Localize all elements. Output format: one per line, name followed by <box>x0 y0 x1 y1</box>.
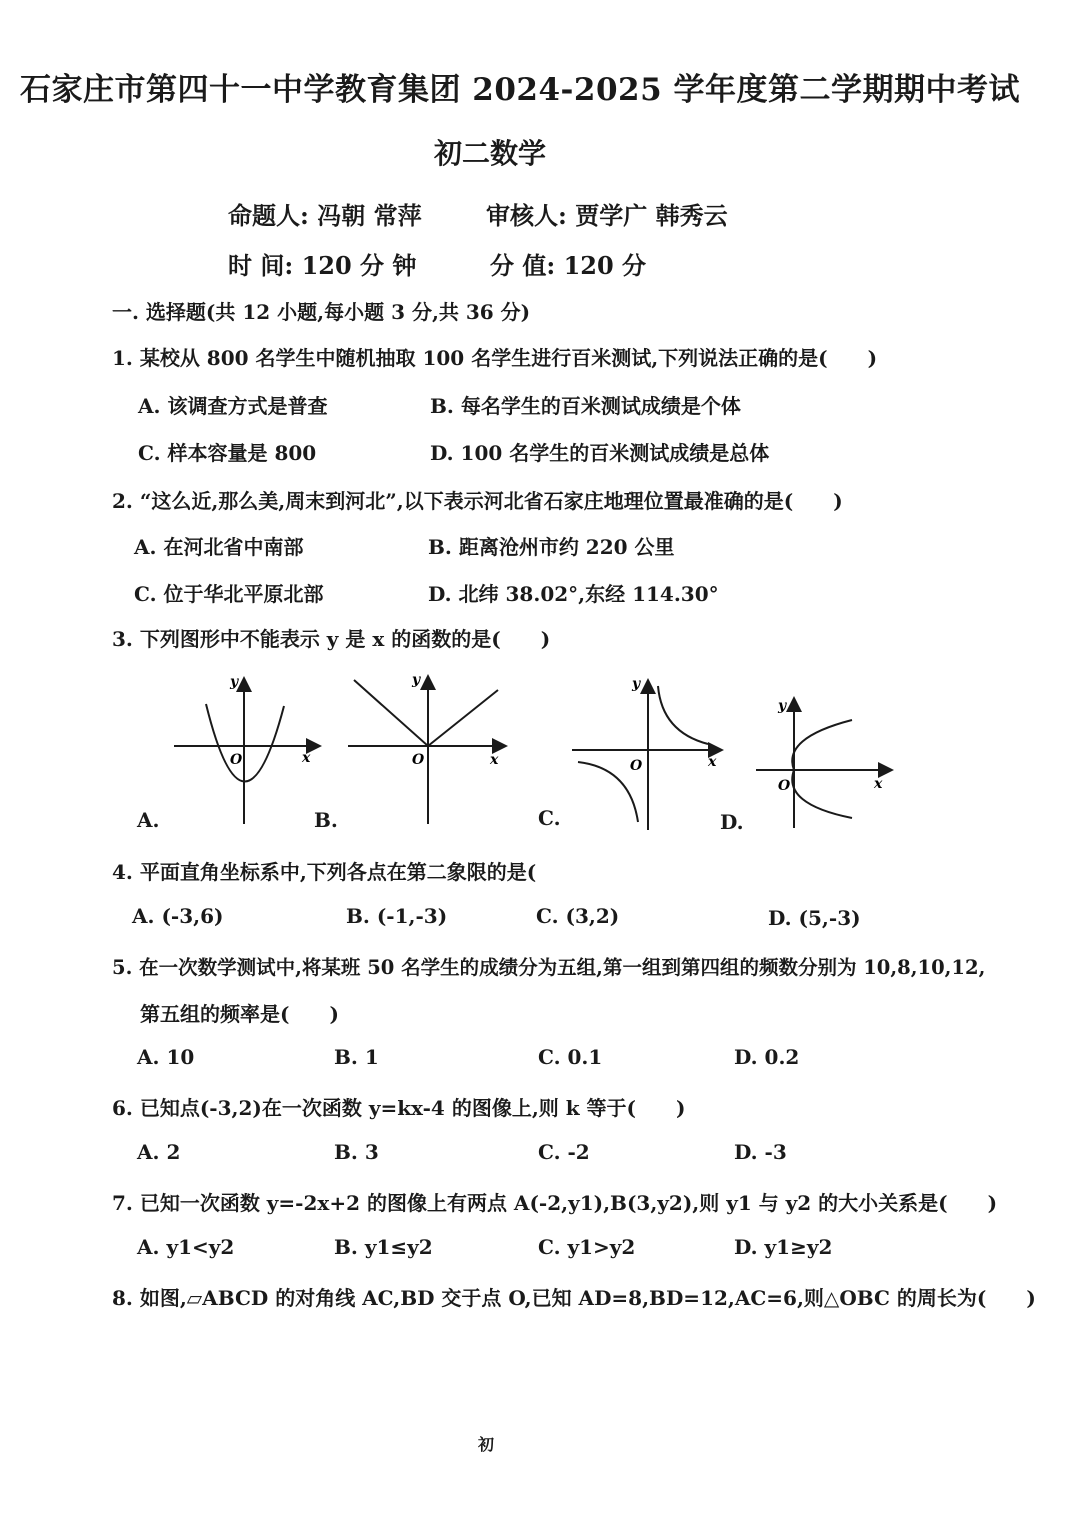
x-axis-label: x <box>490 752 499 768</box>
question-2-stem: 2. “这么近,那么美,周末到河北”,以下表示河北省石家庄地理位置最准确的是( ) <box>112 489 843 513</box>
question-5-option-d: D. 0.2 <box>734 1045 800 1069</box>
setters-names: 冯朝 常萍 <box>317 201 422 230</box>
subject-title: 初二数学 <box>433 137 546 170</box>
question-3-option-a: A. <box>137 808 160 832</box>
time-line <box>228 246 416 281</box>
question-7-stem: 7. 已知一次函数 y=-2x+2 的图像上有两点 A(-2,y1),B(3,y2),则 y1 与 y2 的大小关系是( ) <box>112 1191 998 1215</box>
reviewers-label: 审核人: <box>486 201 567 230</box>
question-2-option-b: B. 距离沧州市约 220 公里 <box>428 535 675 559</box>
origin-label: O <box>230 752 243 768</box>
score-line <box>490 246 646 281</box>
question-5-stem: 5. 在一次数学测试中,将某班 50 名学生的成绩分为五组,第一组到第四组的频数分别为 10,8,10,12, <box>112 956 986 979</box>
setters-line <box>228 196 422 231</box>
question-5-option-c: C. 0.1 <box>538 1045 603 1069</box>
origin-label: O <box>630 758 643 774</box>
score-label: 分 值: <box>490 251 556 280</box>
question-1-option-a: A. 该调查方式是普查 <box>138 394 328 418</box>
question-6-option-b: B. 3 <box>334 1140 379 1164</box>
graph-a-parabola <box>168 668 328 830</box>
question-5-option-a: A. 10 <box>137 1045 195 1069</box>
question-6-stem: 6. 已知点(-3,2)在一次函数 y=kx-4 的图像上,则 k 等于( ) <box>112 1096 686 1120</box>
time-value: 120 分 钟 <box>301 251 417 280</box>
x-axis-label: x <box>708 754 717 770</box>
question-4-option-a: A. (-3,6) <box>132 904 224 928</box>
time-label: 时 间: <box>228 251 294 280</box>
question-7-option-a: A. y1<y2 <box>137 1235 235 1259</box>
question-6-option-a: A. 2 <box>137 1140 181 1164</box>
question-6-option-c: C. -2 <box>538 1140 590 1164</box>
question-7-option-b: B. y1≤y2 <box>334 1235 433 1259</box>
origin-label: O <box>412 752 425 768</box>
question-1-option-d: D. 100 名学生的百米测试成绩是总体 <box>430 441 770 465</box>
question-4-option-d: D. (5,-3) <box>768 906 861 930</box>
y-axis-label: y <box>632 676 641 692</box>
question-4-stem: 4. 平面直角坐标系中,下列各点在第二象限的是( <box>112 860 537 884</box>
question-5-option-b: B. 1 <box>334 1045 379 1069</box>
hyperbola-upper-branch <box>658 686 708 744</box>
question-2-option-c: C. 位于华北平原北部 <box>134 582 324 606</box>
question-4-option-b: B. (-1,-3) <box>346 904 448 928</box>
question-1-stem: 1. 某校从 800 名学生中随机抽取 100 名学生进行百米测试,下列说法正确的是( ) <box>112 346 878 370</box>
hyperbola-lower-branch <box>578 762 638 822</box>
x-axis-label: x <box>874 776 883 792</box>
graph-b-absolute-value <box>344 668 514 828</box>
section-heading: 一. 选择题(共 12 小题,每小题 3 分,共 36 分) <box>112 300 531 324</box>
y-axis-label: y <box>412 672 421 688</box>
question-3-option-b: B. <box>314 808 338 832</box>
setters-label: 命题人: <box>228 201 309 230</box>
question-4-option-c: C. (3,2) <box>536 904 620 928</box>
question-2-option-d: D. 北纬 38.02°,东经 114.30° <box>428 582 719 606</box>
question-1-option-b: B. 每名学生的百米测试成绩是个体 <box>430 394 741 418</box>
question-3-option-c: C. <box>538 806 561 830</box>
question-3-option-d: D. <box>720 810 744 834</box>
v-shape-curve <box>354 680 498 746</box>
question-5-stem-continued: 第五组的频率是( ) <box>140 1002 339 1026</box>
reviewers-names: 贾学广 韩秀云 <box>575 201 728 230</box>
question-7-option-c: C. y1>y2 <box>538 1235 636 1259</box>
y-axis-label: y <box>230 674 239 690</box>
page-footer: 初 <box>478 1435 495 1454</box>
graph-d-sideways-parabola <box>752 694 902 832</box>
question-1-option-c: C. 样本容量是 800 <box>138 441 317 465</box>
y-axis-label: y <box>778 698 787 714</box>
x-axis-label: x <box>302 750 311 766</box>
origin-label: O <box>778 778 791 794</box>
question-2-option-a: A. 在河北省中南部 <box>134 535 304 559</box>
question-6-option-d: D. -3 <box>734 1140 787 1164</box>
reviewers-line <box>486 196 728 231</box>
score-value: 120 分 <box>563 251 647 280</box>
question-7-option-d: D. y1≥y2 <box>734 1235 833 1259</box>
exam-title: 石家庄市第四十一中学教育集团 2024-2025 学年度第二学期期中考试 <box>19 72 1020 108</box>
question-8-stem: 8. 如图,▱ABCD 的对角线 AC,BD 交于点 O,已知 AD=8,BD=12,AC=6,则△OBC 的周长为( ) <box>112 1286 1036 1310</box>
graph-c-hyperbola <box>568 672 728 834</box>
question-3-stem: 3. 下列图形中不能表示 y 是 x 的函数的是( ) <box>112 627 551 651</box>
